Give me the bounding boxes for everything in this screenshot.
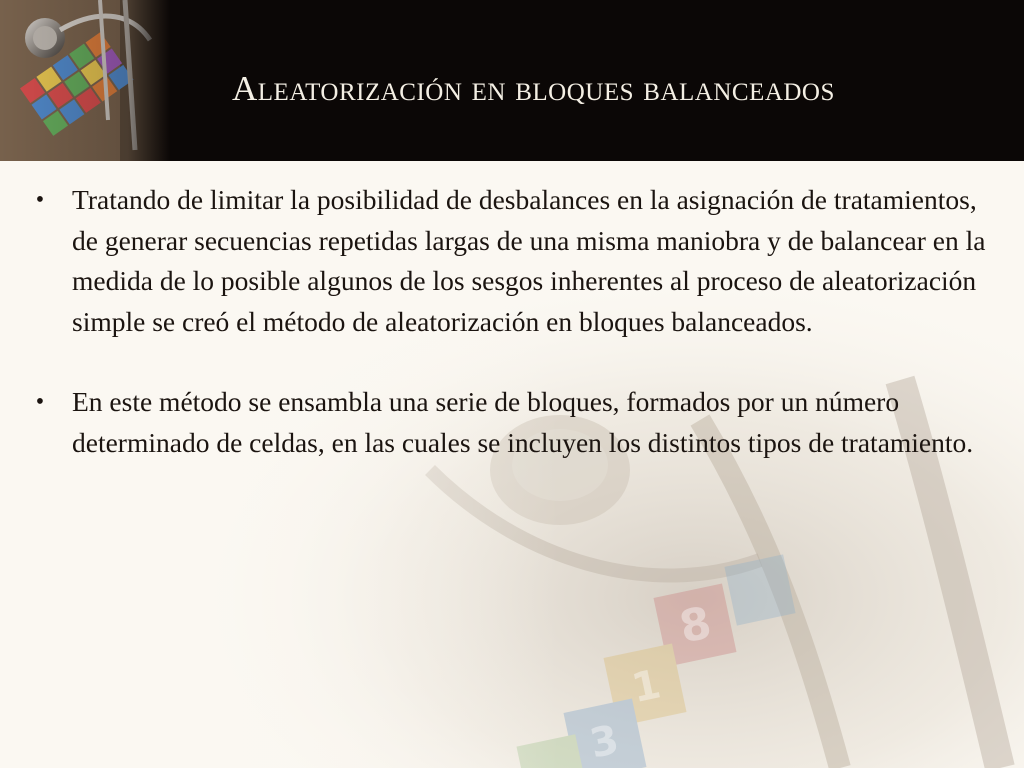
svg-text:1: 1 bbox=[627, 661, 665, 713]
bullet-list bbox=[28, 180, 998, 463]
bullet-text: Tratando de limitar la posibilidad de desbalances en la asignación de tratamientos, de generar secuencias repetidas largas de una misma maniobra y de balancear en la medida de lo posible algunos de los sesgos inherentes al proceso de aleatorización simple se creó el método de aleatorización en bloques balanceados. bbox=[72, 184, 986, 337]
bullet-marker: • bbox=[35, 389, 45, 415]
svg-text:3: 3 bbox=[585, 716, 623, 768]
header-photo bbox=[0, 0, 170, 161]
slide-title: Aleatorización en bloques balanceados bbox=[232, 69, 835, 108]
bullet-item bbox=[28, 382, 998, 463]
bullet-marker: • bbox=[35, 187, 45, 213]
bullet-item bbox=[28, 180, 998, 342]
svg-text:8: 8 bbox=[675, 597, 716, 654]
bullet-text: En este método se ensambla una serie de bloques, formados por un número determinado de celdas, en las cuales se incluyen los distintos tipos de tratamiento. bbox=[72, 386, 974, 458]
